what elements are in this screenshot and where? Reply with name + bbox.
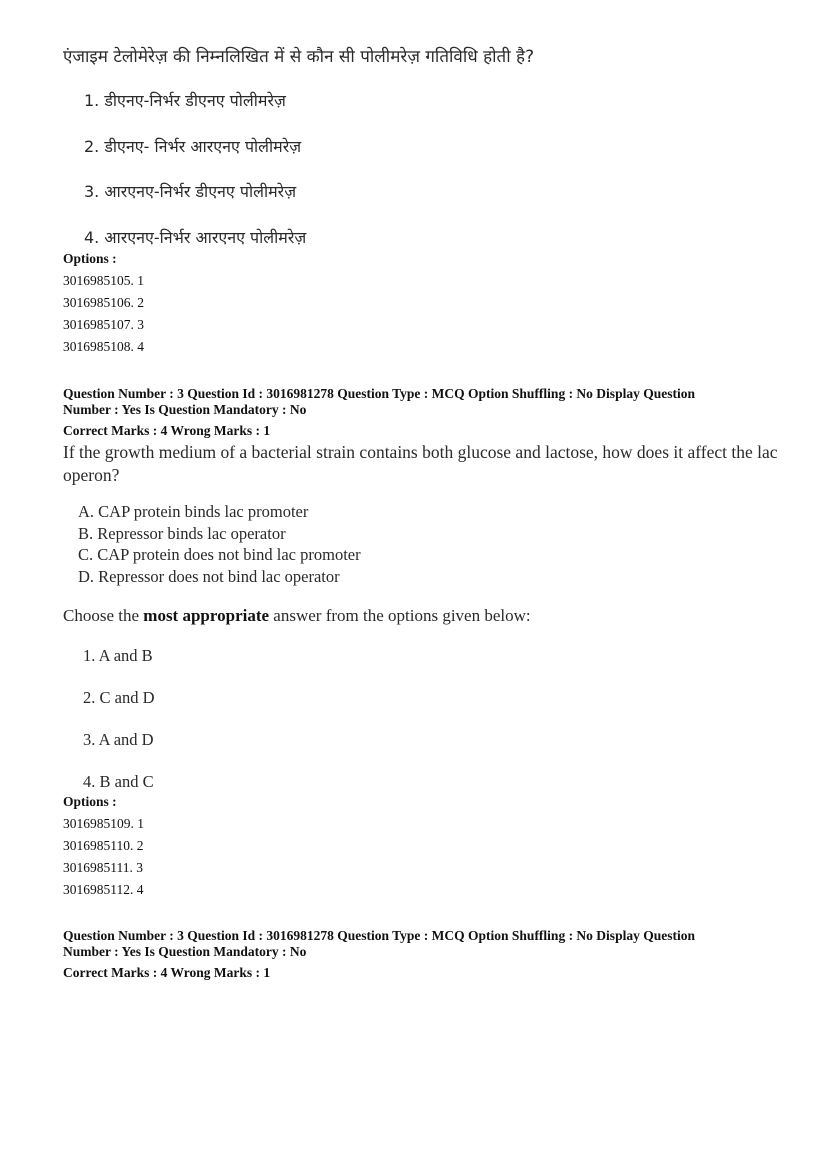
- choose-pre: Choose the: [63, 606, 144, 625]
- hindi-option-4: 4. आरएनए-निर्भर आरएनए पोलीमरेज़: [84, 228, 307, 247]
- options-label: Options :: [63, 794, 117, 809]
- next-question-meta-line2: Number : Yes Is Question Mandatory : No: [63, 944, 307, 959]
- option-id: 3016985110. 2: [63, 838, 144, 853]
- next-question-meta-line1: Question Number : 3 Question Id : 3016981278 Question Type : MCQ Option Shuffling : No Display Question: [63, 928, 695, 943]
- hindi-option-1: 1. डीएनए-निर्भर डीएनए पोलीमरेज़: [84, 91, 286, 110]
- question-text: If the growth medium of a bacterial strain contains both glucose and lactose, how does it affect the lac operon?: [63, 442, 778, 485]
- option-id: 3016985107. 3: [63, 317, 144, 332]
- hindi-option-3: 3. आरएनए-निर्भर डीएनए पोलीमरेज़: [84, 182, 297, 201]
- option-id: 3016985106. 2: [63, 295, 144, 310]
- answer-option-2: 2. C and D: [83, 688, 155, 707]
- option-id: 3016985112. 4: [63, 882, 144, 897]
- hindi-question-text: एंजाइम टेलोमेरेज़ की निम्नलिखित में से कौन सी पोलीमरेज़ गतिविधि होती है?: [63, 47, 535, 67]
- option-id: 3016985109. 1: [63, 816, 144, 831]
- question-marks: Correct Marks : 4 Wrong Marks : 1: [63, 423, 271, 438]
- statement-a: A. CAP protein binds lac promoter: [78, 502, 309, 521]
- choose-bold: most appropriate: [143, 606, 270, 625]
- question-meta-line2: Number : Yes Is Question Mandatory : No: [63, 402, 307, 417]
- answer-option-4: 4. B and C: [83, 772, 154, 791]
- answer-option-3: 3. A and D: [83, 730, 154, 749]
- option-id: 3016985105. 1: [63, 273, 144, 288]
- question-meta-line1: Question Number : 3 Question Id : 3016981278 Question Type : MCQ Option Shuffling : No Display Question: [63, 386, 695, 401]
- hindi-option-2: 2. डीएनए- निर्भर आरएनए पोलीमरेज़: [84, 137, 302, 156]
- options-label: Options :: [63, 251, 117, 266]
- statement-c: C. CAP protein does not bind lac promoter: [78, 545, 361, 564]
- option-id: 3016985108. 4: [63, 339, 144, 354]
- choose-post: answer from the options given below:: [269, 606, 531, 625]
- answer-option-1: 1. A and B: [83, 646, 153, 665]
- statement-d: D. Repressor does not bind lac operator: [78, 567, 340, 586]
- statement-b: B. Repressor binds lac operator: [78, 524, 286, 543]
- choose-instruction: [63, 606, 531, 626]
- next-question-marks: Correct Marks : 4 Wrong Marks : 1: [63, 965, 271, 980]
- option-id: 3016985111. 3: [63, 860, 143, 875]
